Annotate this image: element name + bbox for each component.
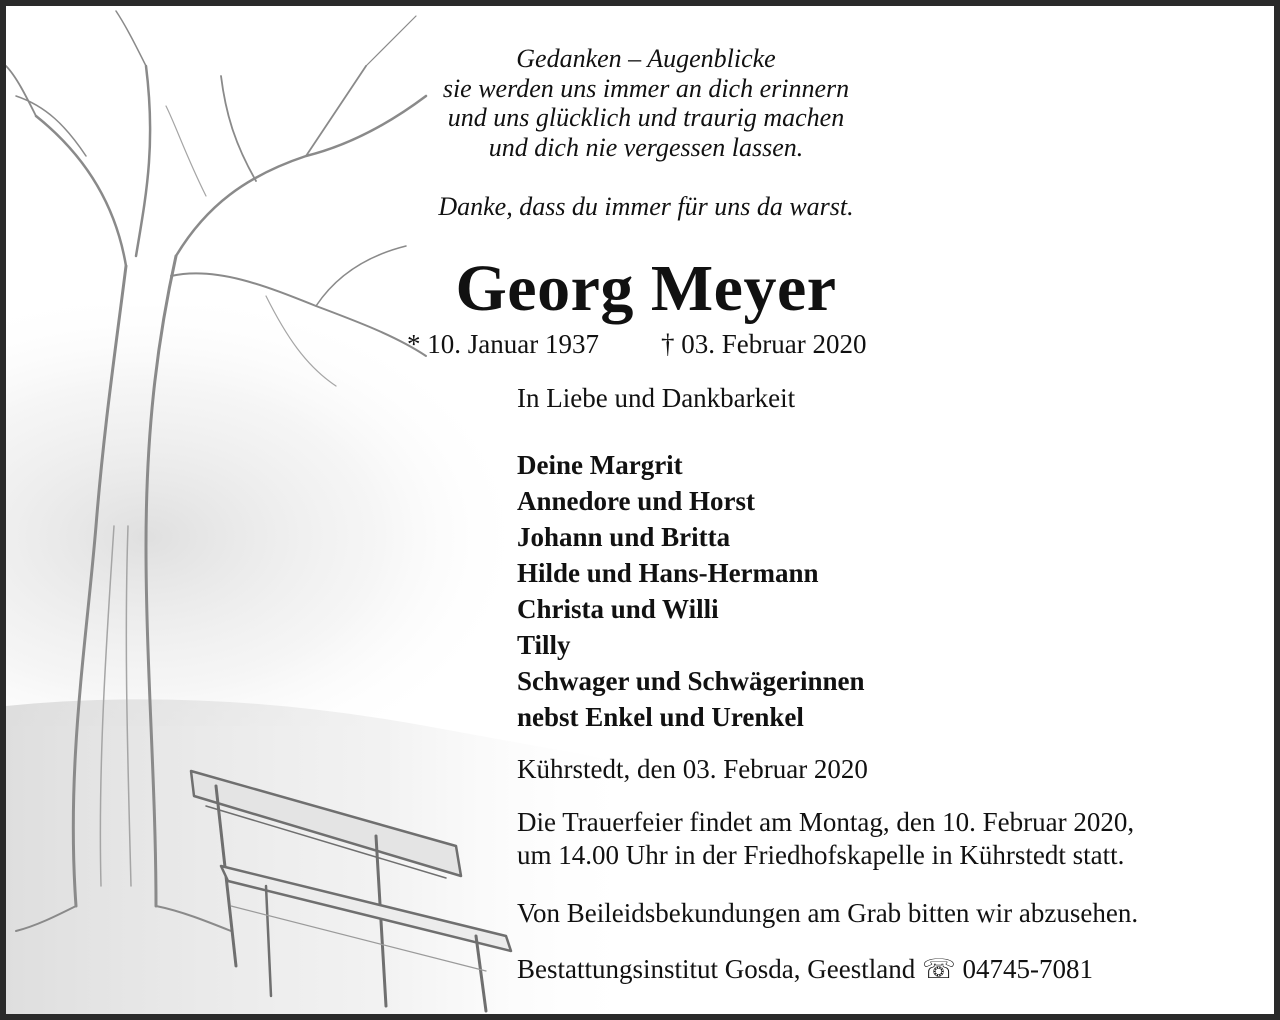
- birth-date: * 10. Januar 1937: [407, 329, 599, 359]
- undertaker-contact: [517, 953, 1093, 985]
- poem-line: sie werden uns immer an dich erinnern: [442, 73, 850, 103]
- undertaker-name: Bestattungsinstitut Gosda, Geestland: [517, 954, 916, 984]
- place-and-date: Kührstedt, den 03. Februar 2020: [517, 754, 868, 784]
- mourner-entry: Tilly: [517, 630, 571, 660]
- service-line: Die Trauerfeier findet am Montag, den 10. Februar 2020,: [517, 807, 1135, 837]
- undertaker-phone: 04745-7081: [962, 954, 1093, 984]
- condolence-note: Von Beileidsbekundungen am Grab bitten wir abzusehen.: [517, 898, 1139, 928]
- mourner-entry: Christa und Willi: [517, 594, 719, 624]
- mourner-entry: Schwager und Schwägerinnen: [517, 666, 865, 696]
- mourner-entry: Hilde und Hans-Hermann: [517, 558, 819, 588]
- telephone-icon: ☏: [921, 954, 956, 984]
- mourner-entry: nebst Enkel und Urenkel: [517, 702, 804, 732]
- intro-text: In Liebe und Dankbarkeit: [517, 383, 796, 413]
- mourner-entry: Johann und Britta: [517, 522, 731, 552]
- service-line: um 14.00 Uhr in der Friedhofskapelle in Kührstedt statt.: [517, 840, 1125, 870]
- mourner-entry: Deine Margrit: [517, 450, 683, 480]
- funeral-service-info: [517, 806, 1134, 872]
- mourners-list: [517, 447, 865, 735]
- death-date: † 03. Februar 2020: [661, 329, 867, 359]
- poem-spacer: [346, 162, 946, 192]
- mourner-entry: Annedore und Horst: [517, 486, 756, 516]
- poem-line: und dich nie vergessen lassen.: [488, 132, 804, 162]
- memorial-poem: [346, 44, 946, 222]
- poem-closing: Danke, dass du immer für uns da warst.: [438, 192, 854, 221]
- poem-line: und uns glücklich und traurig machen: [447, 103, 845, 132]
- poem-line: Gedanken – Augenblicke: [516, 44, 776, 73]
- deceased-name: Georg Meyer: [455, 252, 837, 325]
